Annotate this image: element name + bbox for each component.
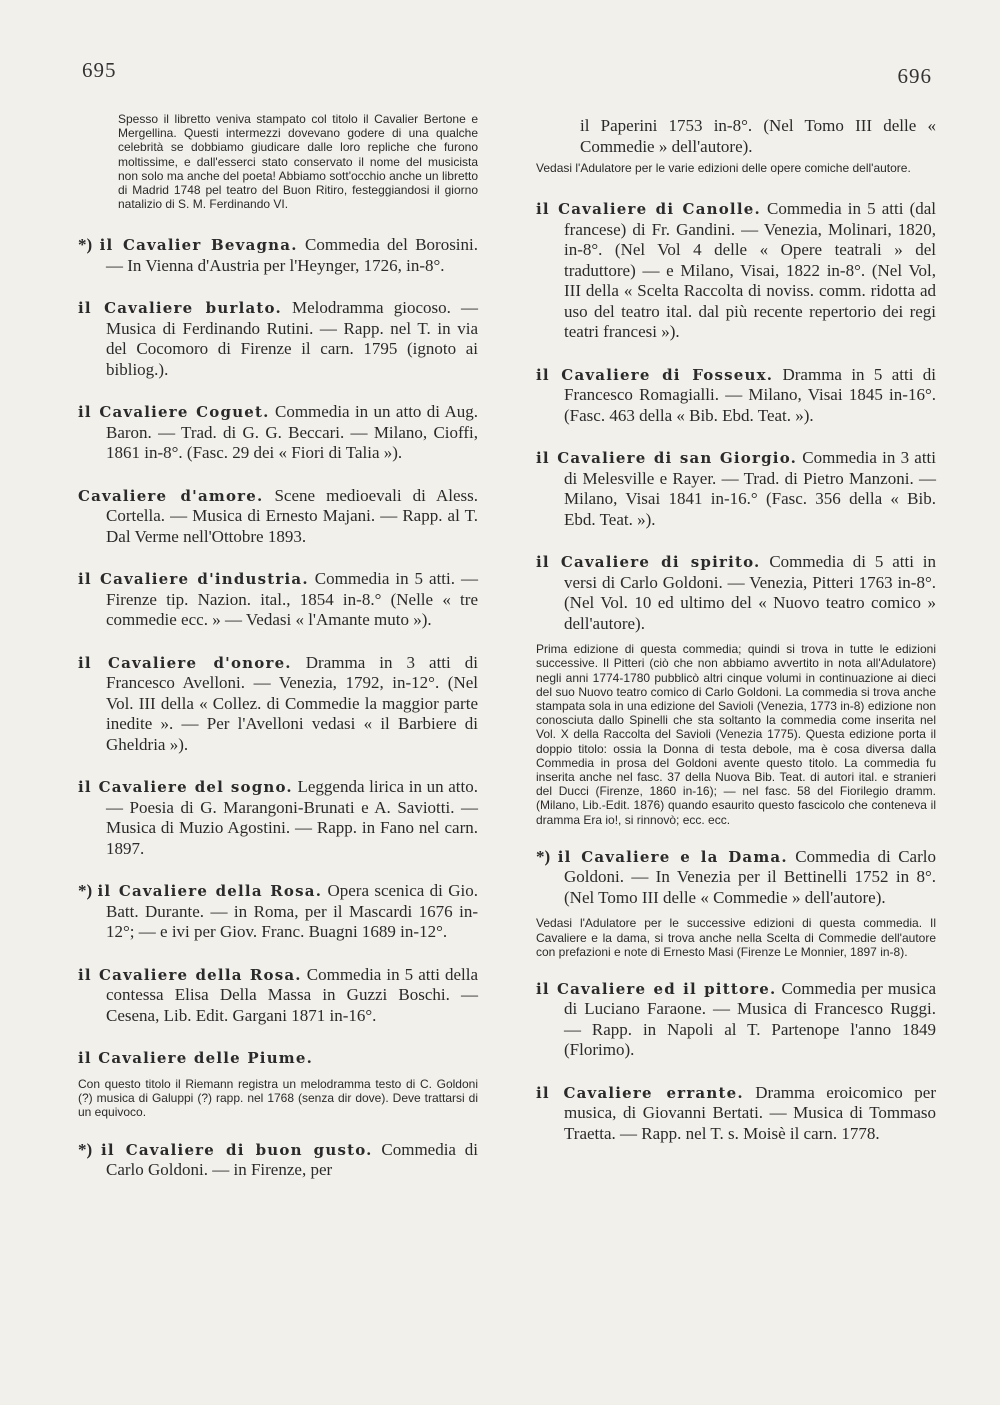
- dama-note: Vedasi l'Adulatore per le successive edizioni di questa commedia. Il Cavaliere e la dama, si trova anche nella Scelta di Commedie dell'autore con prefazioni e note di Ernesto Masi (Firenze Le Monnier, 1897 in-8).: [536, 916, 936, 959]
- entry-title: il Cavaliere della Rosa.: [97, 882, 323, 901]
- left-column: [78, 112, 478, 1203]
- entry-text: Commedia in 5 atti della contessa Elisa Della Massa in Guzzi Boschi. — Cesena, Lib. Edit. Gargani 1871 in-16°.: [106, 964, 478, 1025]
- entry-title: il Cavaliere del sogno.: [78, 778, 293, 797]
- entry-dama: *) il Cavaliere e la Dama. Commedia di Carlo Goldoni. — In Venezia per il Bettinelli 1752 in 8°. (Nel Tomo III delle « Commedie » dell'autore).: [536, 846, 936, 907]
- entry-title: il Cavaliere Coguet.: [78, 403, 270, 422]
- dictionary-entry: [78, 486, 478, 548]
- dictionary-entry: [536, 979, 936, 1061]
- dictionary-entry: [536, 448, 936, 530]
- dictionary-entry: [78, 298, 478, 380]
- page-number-left: 695: [82, 58, 117, 82]
- entry-title: il Cavaliere di spirito.: [536, 553, 761, 572]
- entry-title: il Cavaliere d'onore.: [78, 653, 292, 672]
- continued-note: Vedasi l'Adulatore per le varie edizioni delle opere comiche dell'autore.: [536, 161, 911, 175]
- dictionary-entry: [536, 365, 936, 427]
- entry-title: il Cavaliere errante.: [536, 1083, 744, 1102]
- dictionary-entry: [536, 1083, 936, 1145]
- right-column: [536, 116, 936, 1166]
- entry-buon-gusto: *) il Cavaliere di buon gusto. Commedia di Carlo Goldoni. — in Firenze, per: [78, 1139, 479, 1180]
- entry-text: Scene medioevali di Aless. Cortella. — Musica di Ernesto Majani. — Rapp. al T. Dal Verme nell'Ottobre 1893.: [106, 485, 478, 546]
- entry-title: il Cavaliere della Rosa.: [78, 965, 302, 984]
- dictionary-entry: [536, 552, 936, 634]
- entry-marker: *): [78, 235, 93, 255]
- entry-title: il Cavaliere ed il pittore.: [536, 979, 777, 998]
- entry-text: Commedia per musica di Luciano Faraone. — Musica di Francesco Ruggi. — Rapp. in Napoli al T. Partenope l'anno 1849 (Florimo).: [564, 978, 936, 1060]
- dictionary-entry: [78, 777, 478, 859]
- entry-title: il Cavalier Bevagna.: [99, 236, 298, 255]
- entry-text: Dramma in 5 atti di Francesco Romagialli. — Milano, Visai 1845 in-16°. (Fasc. 463 della « Bib. Ebd. Teat. »).: [564, 364, 937, 425]
- entry-text: Commedia del Borosini. — In Vienna d'Austria per l'Heynger, 1726, in-8°.: [106, 235, 479, 275]
- entry-title: il Cavaliere di Fosseux.: [536, 365, 774, 384]
- dictionary-entry: [536, 199, 936, 343]
- dictionary-entry: [78, 235, 478, 276]
- entry-text: Leggenda lirica in un atto. — Poesia di G. Marangoni-Brunati e A. Saviotti. — Musica di Muzio Agostini. — Rapp. in Fano nel carn. 1897.: [106, 777, 478, 858]
- entry-text: Melodramma giocoso. — Musica di Ferdinando Rutini. — Rapp. nel T. in via del Cocomoro di Firenze il carn. 1795 (ignoto ai bibliog.).: [106, 298, 478, 379]
- entry-title: il Cavaliere di Canolle.: [536, 200, 761, 219]
- entry-title: Cavaliere d'amore.: [78, 486, 264, 505]
- entry-text: Commedia in 5 atti. — Firenze tip. Nazion. ital., 1854 in-8.° (Nelle « tre commedie ecc. » — Vedasi « l'Amante muto »).: [106, 569, 478, 630]
- entry-text: Commedia in 3 atti di Melesville e Rayer. — Trad. di Pietro Manzoni. — Milano, Visai 1841 in-16.° (Fasc. 356 della « Bib. Ebd. Teat. »).: [564, 448, 936, 529]
- entry-title: il Cavaliere delle Piume.: [78, 1049, 314, 1068]
- dictionary-entry: [78, 653, 478, 756]
- intro-note: Spesso il libretto veniva stampato col titolo il Cavalier Bertone e Mergellina. Questi intermezzi dovevano godere di una qualche celebrità se dobbiamo giudicare dalle loro repliche che furono moltissime, e dall'esserci stato conservato il nome del musicista non solo ma anche del poeta! Abbiamo sott'occhio anche un libretto di Madrid 1748 pel teatro del Buon Ritiro, festeggiandosi il giorno natalizio di S. M. Ferdinando VI.: [118, 112, 478, 212]
- entry-marker: *): [78, 881, 93, 901]
- entry-text: Commedia in un atto di Aug. Baron. — Trad. di G. G. Beccari. — Milano, Cioffi, 1861 in-8°. (Fasc. 29 dei « Fiori di Talia »).: [106, 402, 478, 463]
- entry-text: Commedia di 5 atti in versi di Carlo Goldoni. — Venezia, Pitteri 1763 in-8°. (Nel Vol. 10 ed ultimo del « Nuovo teatro comico » dell'autore).: [564, 552, 936, 633]
- entry-text: Opera scenica di Gio. Batt. Durante. — in Roma, per il Mascardi 1676 in-12°; — e ivi per Giov. Franc. Buagni 1689 in-12°.: [106, 881, 478, 942]
- dictionary-entry: [78, 881, 478, 943]
- entry-text: Dramma in 3 atti di Francesco Avelloni. — Venezia, 1792, in-12°. (Nel Vol. III della « Collez. di Commedie la maggior parte inedite ». — Per l'Avelloni vedasi « il Barbiere di Gheldria »).: [106, 652, 478, 754]
- dictionary-entry: [78, 569, 478, 631]
- entry-title: il Cavaliere di san Giorgio.: [536, 449, 798, 468]
- spirito-note: Prima edizione di questa commedia; quindi si trova in tutte le edizioni successive. Il Pitteri (ciò che non abbiamo avvertito in nota all'Adulatore) negli anni 1774-1780 pubblicò altri cinque volumi in continuazione ai dieci del suo Nuovo teatro comico di Carlo Goldoni. La commedia si trova anche stampata sola in una edizione del Savioli (Venezia, 1773 in-8) edizione non conosciuta dallo Spinelli che sta soltanto la commedia come inserita nel Vol. X della Raccolta del Savioli (Venezia 1775). Questa edizione porta il doppio titolo: ossia la Donna di testa debole, ma è cosa diversa dalla Commedia in prosa del Goldoni avente questo titolo. La commedia fu inserita anche nel fasc. 37 della Nuova Bib. Teat. di autori ital. e stranieri del Ducci (Firenze, 1860 in-16); — nel fasc. 58 del Fiorilegio dramm. (Milano, Lib.-Edit. 1876) quando esaurito questo fascicolo che conteneva il dramma Era io!, si rinnovò; ecc. ecc.: [536, 642, 936, 827]
- dictionary-entry: [78, 965, 478, 1027]
- entry-text: Commedia in 5 atti (dal francese) di Fr. Gandini. — Venezia, Molinari, 1820, in-8°. (Nel Vol 4 delle « Opere teatrali » del traduttore) — e Milano, Visai, 1822 in-8°. (Nel Vol, III della « Scelta Raccolta di noviss. comm. ridotta ad uso del teatro ital. dal più recente repertorio dei regi teatri francesi »).: [564, 199, 936, 342]
- page-number-right: 696: [897, 64, 932, 88]
- piume-note: Con questo titolo il Riemann registra un melodramma testo di C. Goldoni (?) musica di Galuppi (?) rapp. nel 1768 (senza dir dove). Deve trattarsi di un equivoco.: [78, 1076, 478, 1120]
- entry-title: il Cavaliere burlato.: [78, 299, 282, 318]
- dictionary-entry: [78, 1048, 478, 1069]
- entry-text: Dramma eroicomico per musica, di Giovanni Bertati. — Musica di Tommaso Traetta. — Rapp. nel T. s. Moisè il carn. 1778.: [564, 1082, 936, 1143]
- entry-title: il Cavaliere d'industria.: [78, 570, 309, 589]
- dictionary-entry: [78, 402, 478, 464]
- continued-text: il Paperini 1753 in-8°. (Nel Tomo III delle « Commedie » dell'autore).: [580, 116, 936, 156]
